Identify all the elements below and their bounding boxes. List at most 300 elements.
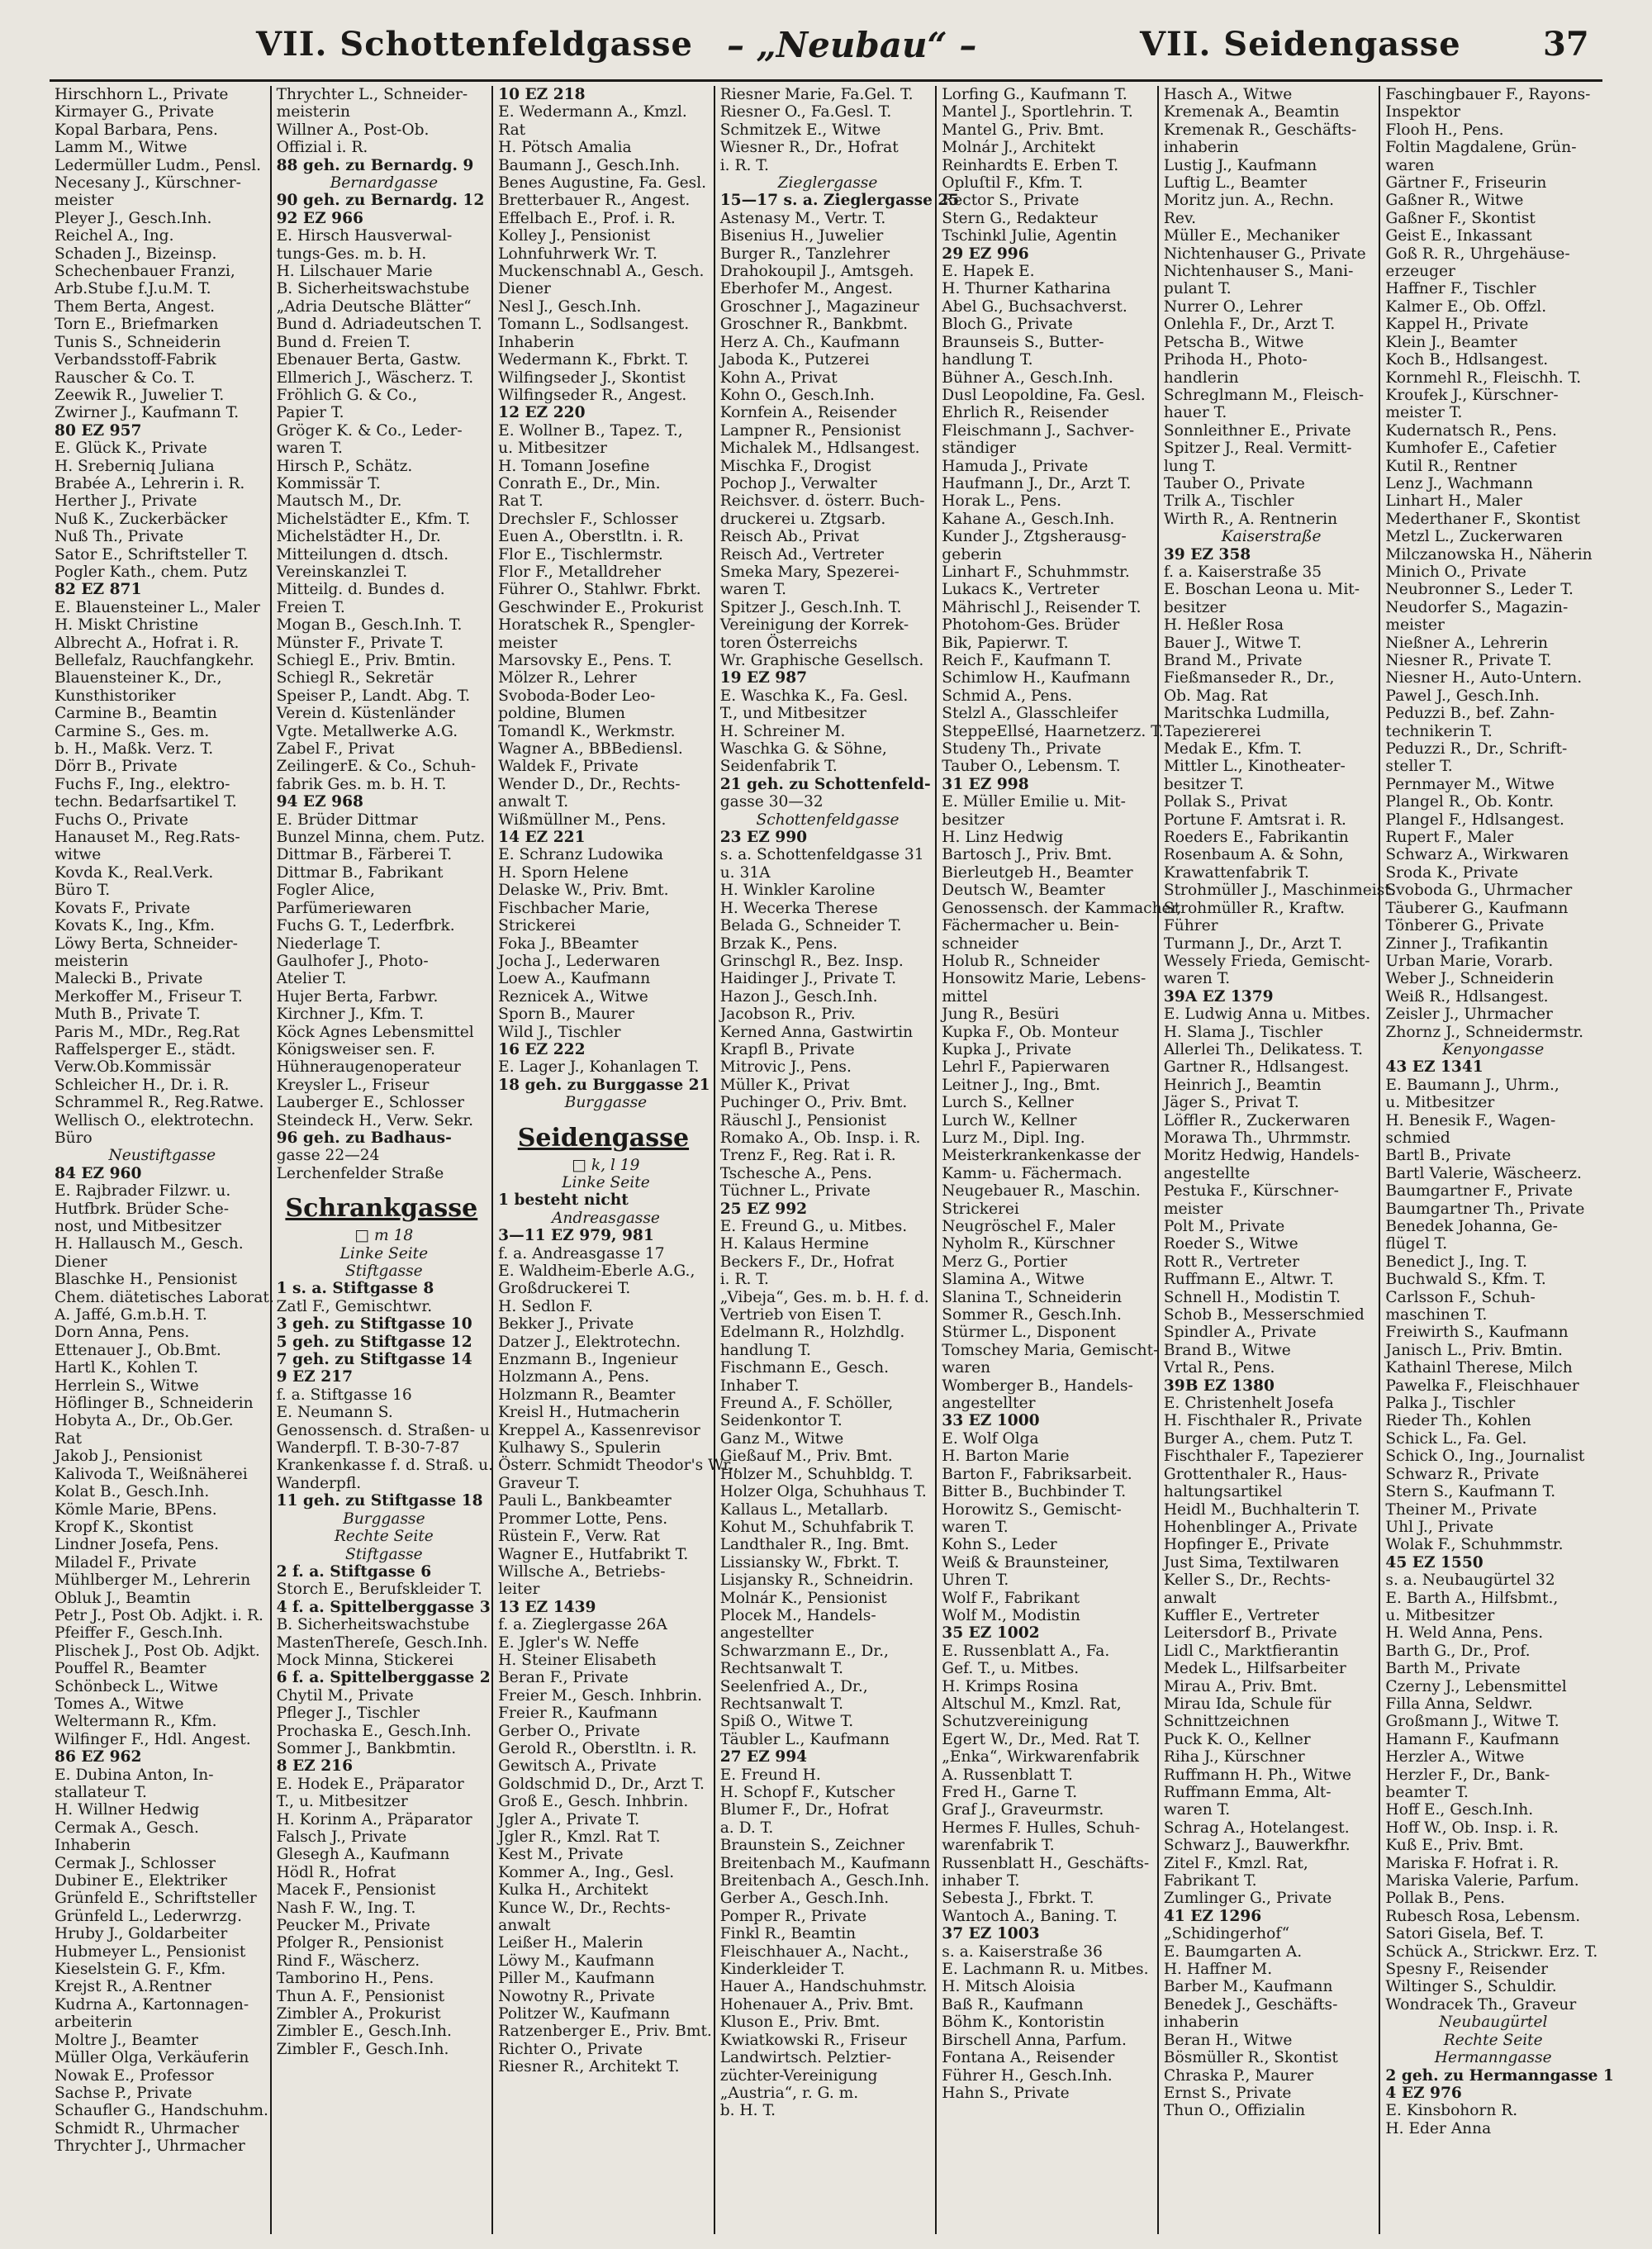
resident-entry: Kudernatsch R., Pens. (1385, 421, 1557, 440)
resident-entry: Tauber O., Lebensm. T. (942, 758, 1121, 776)
resident-entry: E. Freund H. (719, 1766, 821, 1784)
page-header (50, 18, 1619, 84)
resident-entry: Carmine S., Ges. m. (55, 722, 210, 740)
directory-column (1380, 86, 1614, 2234)
resident-entry: Müller K., Privat (719, 1076, 850, 1094)
resident-entry: Albrecht A., Hofrat i. R. (55, 634, 240, 652)
resident-entry: Schnell H., Modistin T. (1163, 1288, 1341, 1306)
resident-entry: Eberhofer M., Angest. (719, 280, 893, 298)
resident-entry: Tomann L., Sodlsangest. (498, 316, 690, 334)
resident-entry: Geschwinder E., Prokurist (498, 598, 704, 616)
resident-entry: Moritz jun. A., Rechn. (1163, 192, 1335, 210)
resident-entry: Barth G., Dr., Prof. (1385, 1642, 1531, 1660)
resident-entry: Gewitsch A., Private (498, 1757, 657, 1776)
resident-entry: Trenz F., Reg. Rat i. R. (719, 1147, 896, 1165)
resident-entry: Strickerei (498, 917, 576, 935)
resident-entry: Buchwald S., Kfm. T. (1385, 1271, 1546, 1289)
resident-entry: Krejst R., A.Rentner (55, 1978, 211, 1996)
resident-entry: Pomper R., Private (719, 1907, 867, 1925)
resident-entry: Jäger S., Privat T. (1163, 1094, 1299, 1112)
resident-entry: Genossensch. der Kammacher, (942, 899, 1182, 917)
resident-entry: Niesner R., Private T. (1385, 652, 1552, 669)
resident-entry: E. Hodek E., Präparator (276, 1775, 464, 1793)
resident-entry: Lampner R., Pensionist (719, 421, 901, 440)
resident-entry: arbeiterin (55, 2014, 133, 2032)
resident-entry: Rosenbaum A. & Sohn, (1163, 846, 1344, 864)
resident-entry: „Enka“, Wirkwarenfabrik (942, 1748, 1139, 1766)
resident-entry: Kohn O., Gesch.Inh. (719, 386, 875, 404)
resident-entry: Opluſtil F., Kfm. T. (942, 174, 1084, 193)
resident-entry: E. Baumann J., Uhrm., (1385, 1076, 1559, 1094)
resident-entry: Storch E., Berufskleider T. (276, 1581, 482, 1599)
resident-entry: Politzer W., Kaufmann (498, 2005, 671, 2023)
resident-entry: Lohnfuhrwerk Wr. T. (498, 245, 657, 263)
resident-entry: H. Pötsch Amalia (498, 139, 632, 157)
resident-entry: Pauli L., Bankbeamter (498, 1492, 672, 1510)
resident-entry: Roeder S., Witwe (1163, 1235, 1298, 1253)
directory-column (272, 86, 494, 2234)
resident-entry: Barth M., Private (1385, 1660, 1521, 1678)
resident-entry: Nyholm R., Kürschner (942, 1235, 1115, 1253)
resident-entry: Zumlinger G., Private (1163, 1890, 1332, 1908)
resident-entry: Kunsthistoriker (55, 687, 176, 705)
resident-entry: Weber J., Schneiderin (1385, 970, 1555, 988)
resident-entry: Tönberer G., Private (1385, 917, 1545, 935)
resident-entry: Merz G., Portier (942, 1253, 1067, 1271)
resident-entry: Zimbler A., Prokurist (276, 2005, 441, 2023)
resident-entry: Kulhawy S., Spulerin (498, 1439, 662, 1457)
house-number-entry: 86 EZ 962 (55, 1748, 142, 1766)
resident-entry: Brzak K., Pens. (719, 934, 838, 953)
resident-entry: Jung R., Besüri (942, 1006, 1060, 1024)
resident-entry: Michelstädter H., Dr. (276, 528, 441, 546)
resident-entry: Wilfinger F., Hdl. Angest. (55, 1730, 251, 1748)
resident-entry: Büro (55, 1129, 93, 1147)
resident-entry: Vgte. Metallwerke A.G. (276, 722, 458, 740)
resident-entry: meister T. (1385, 404, 1463, 422)
resident-entry: Breitenbach M., Kaufmann (719, 1854, 931, 1872)
resident-entry: schmied (1385, 1129, 1450, 1147)
resident-entry: Kreppel A., Kassenrevisor (498, 1421, 700, 1439)
street-heading: Schrankgasse (285, 1194, 478, 1224)
resident-entry: Kutil R., Rentner (1385, 457, 1517, 475)
resident-entry: Delaske W., Priv. Bmt. (498, 882, 669, 900)
resident-entry: Rector S., Private (942, 192, 1080, 210)
resident-entry: Meisterkrankenkasse der (942, 1147, 1141, 1165)
resident-entry: Hirschhorn L., Private (55, 86, 229, 103)
resident-entry: Jgler R., Kmzl. Rat T. (498, 1828, 661, 1846)
resident-entry: Österr. Schmidt Theodor's Wr., (498, 1457, 739, 1475)
resident-entry: Tschinkl Julie, Agentin (942, 227, 1118, 245)
resident-entry: Palka J., Tischler (1385, 1395, 1516, 1413)
resident-entry: Leißer H., Malerin (498, 1934, 643, 1952)
resident-entry: f. a. Zieglergasse 26A (498, 1616, 667, 1634)
resident-entry: Neugröschel F., Maler (942, 1218, 1116, 1235)
resident-entry: b. H. T. (719, 2102, 776, 2120)
house-number-entry: 39B EZ 1380 (1163, 1377, 1275, 1395)
resident-entry: Chytil M., Private (276, 1686, 414, 1705)
resident-entry: b. H., Maßk. Verz. T. (55, 740, 214, 758)
resident-entry: Münster F., Private T. (276, 634, 444, 652)
house-number-entry: 1 besteht nicht (498, 1191, 629, 1210)
resident-entry: Bellefalz, Rauchfangkehr. (55, 652, 254, 669)
resident-entry: Molnár K., Pensionist (719, 1589, 887, 1607)
resident-entry: Kahane A., Gesch.Inh. (942, 510, 1115, 528)
resident-entry: Moltre J., Beamter (55, 2031, 198, 2049)
resident-entry: E. Lager J., Kohanlagen T. (498, 1058, 700, 1077)
house-number-entry: 9 EZ 217 (276, 1368, 354, 1386)
house-number-entry: 88 geh. zu Bernardg. 9 (276, 156, 474, 174)
resident-entry: Holzmann R., Beamter (498, 1386, 676, 1404)
resident-entry: Kieselstein G. F., Kfm. (55, 1961, 226, 1979)
resident-entry: Rupert F., Maler (1385, 829, 1514, 847)
resident-entry: Atelier T. (276, 970, 347, 988)
street-reference: Rechte Seite (334, 1528, 434, 1546)
resident-entry: Honsowitz Marie, Lebens- (942, 970, 1146, 988)
resident-entry: Raffelsperger E., städt. (55, 1040, 236, 1058)
resident-entry: Glesegh A., Kaufmann (276, 1846, 450, 1864)
resident-entry: Photohom-Ges. Brüder (942, 616, 1120, 635)
resident-entry: Turmann J., Dr., Arzt T. (1163, 934, 1342, 953)
resident-entry: warenfabrik T. (942, 1837, 1055, 1855)
resident-entry: Fießmanseder R., Dr., (1163, 669, 1335, 687)
resident-entry: Benedek Johanna, Ge- (1385, 1218, 1558, 1235)
resident-entry: Kovats F., Private (55, 899, 191, 917)
resident-entry: Gaßner R., Witwe (1385, 192, 1524, 210)
resident-entry: Sommer J., Bankbmtin. (276, 1739, 457, 1757)
resident-entry: Dusl Leopoldine, Fa. Gesl. (942, 386, 1146, 404)
resident-entry: Thun O., Offizialin (1163, 2102, 1306, 2120)
resident-entry: Nurrer O., Lehrer (1163, 297, 1303, 316)
resident-entry: Faschingbauer F., Rayons- (1385, 86, 1591, 103)
resident-entry: Pfleger J., Tischler (276, 1705, 420, 1723)
resident-entry: Nuß Th., Private (55, 528, 184, 546)
resident-entry: Ruffmann E., Altwr. T. (1163, 1271, 1334, 1289)
resident-entry: pulant T. (1163, 280, 1232, 298)
resident-entry: handlerin (1163, 368, 1239, 387)
resident-entry: Slanina T., Schneiderin (942, 1288, 1123, 1306)
resident-entry: Nichtenhauser S., Mani- (1163, 263, 1354, 281)
resident-entry: Reichel A., Ing. (55, 227, 174, 245)
resident-entry: Wanderpfl. (276, 1474, 362, 1492)
street-reference: Stiftgasse (345, 1262, 423, 1280)
resident-entry: Groß E., Gesch. Inhbrin. (498, 1793, 689, 1811)
resident-entry: Lukacs K., Vertreter (942, 581, 1099, 599)
resident-entry: Speiser P., Landt. Abg. T. (276, 687, 471, 705)
resident-entry: Strickerei (942, 1200, 1019, 1218)
house-number-entry: 39A EZ 1379 (1163, 987, 1274, 1006)
resident-entry: Beran F., Private (498, 1669, 629, 1687)
resident-entry: Lurz M., Dipl. Ing. (942, 1129, 1085, 1147)
resident-entry: Prihoda H., Photo- (1163, 351, 1308, 369)
resident-entry: Lustig J., Kaufmann (1163, 156, 1317, 174)
resident-entry: Bunzel Minna, chem. Putz. (276, 829, 486, 847)
resident-entry: erzeuger (1385, 263, 1455, 281)
resident-entry: Rieder Th., Kohlen (1385, 1412, 1531, 1430)
house-number-entry: 14 EZ 221 (498, 829, 586, 847)
resident-entry: E. Lachmann R. u. Mitbes. (942, 1961, 1149, 1979)
resident-entry: H. Schopf F., Kutscher (719, 1784, 895, 1801)
resident-entry: Altschul M., Kmzl. Rat, (942, 1695, 1122, 1713)
resident-entry: B. Sicherheitswachstube (276, 1616, 470, 1634)
resident-entry: Kudrna A., Kartonnagen- (55, 1995, 249, 2014)
resident-entry: Blaschke H., Pensionist (55, 1271, 238, 1289)
resident-entry: Gerber A., Gesch.Inh. (719, 1890, 890, 1908)
resident-entry: Wilfingseder J., Skontist (498, 368, 686, 387)
resident-entry: Maritschka Ludmilla, (1163, 705, 1331, 723)
street-reference: Neustiftgasse (108, 1147, 216, 1165)
resident-entry: Dorn Anna, Pens. (55, 1324, 190, 1342)
resident-entry: Kreysler L., Friseur (276, 1076, 430, 1094)
resident-entry: Vereinskanzlei T. (276, 563, 408, 581)
resident-entry: Herzler F., Dr., Bank- (1385, 1766, 1550, 1784)
resident-entry: Mirau A., Priv. Bmt. (1163, 1677, 1317, 1695)
resident-entry: angestellte (1163, 1164, 1251, 1182)
resident-entry: Wild J., Tischler (498, 1023, 621, 1041)
resident-entry: Rüstein F., Verw. Rat (498, 1528, 660, 1546)
resident-entry: Pochop J., Verwalter (719, 474, 877, 492)
resident-entry: Pouffel R., Beamter (55, 1660, 206, 1678)
street-reference: Zieglergasse (777, 174, 878, 193)
resident-entry: Kupka J., Private (942, 1040, 1072, 1058)
resident-entry: Inhaber T. (719, 1377, 800, 1395)
resident-entry: Pfolger R., Pensionist (276, 1934, 444, 1952)
resident-entry: H. Wecerka Therese (719, 899, 878, 917)
resident-entry: Schiegl R., Sekretär (276, 669, 434, 687)
resident-entry: meister (1385, 616, 1445, 635)
resident-entry: waren (1385, 156, 1435, 174)
resident-entry: Lisjansky R., Schneidrin. (719, 1571, 914, 1590)
resident-entry: Fred H., Garne T. (942, 1784, 1078, 1801)
street-reference: Andreasgasse (551, 1209, 660, 1227)
resident-entry: Peucker M., Private (276, 1917, 430, 1935)
resident-entry: Riesner Marie, Fa.Gel. T. (719, 86, 914, 103)
resident-entry: Blumer F., Dr., Hofrat (719, 1801, 889, 1819)
resident-entry: Rubesch Rosa, Lebensm. (1385, 1907, 1581, 1925)
resident-entry: E. Ludwig Anna u. Mitbes. (1163, 1006, 1371, 1024)
resident-entry: Nuß K., Zuckerbäcker (55, 510, 228, 528)
resident-entry: Höflinger B., Schneiderin (55, 1395, 254, 1413)
resident-entry: Vereinigung der Korrek- (719, 616, 909, 635)
resident-entry: Kathainl Therese, Milch (1385, 1359, 1573, 1377)
resident-entry: Astenasy M., Vertr. T. (719, 209, 886, 227)
resident-entry: Hasch A., Witwe (1163, 86, 1293, 103)
resident-entry: H. Krimps Rosina (942, 1677, 1079, 1695)
resident-entry: Russenblatt H., Geschäfts- (942, 1854, 1150, 1872)
resident-entry: Mariska F. Hofrat i. R. (1385, 1854, 1559, 1872)
resident-entry: Pollak B., Pens. (1385, 1890, 1506, 1908)
resident-entry: Fuchs O., Private (55, 811, 189, 829)
resident-entry: Hirsch P., Schätz. (276, 457, 413, 475)
house-number-entry: 5 geh. zu Stiftgasse 12 (276, 1333, 472, 1351)
resident-entry: Studeny Th., Private (942, 740, 1102, 758)
resident-entry: Verbandsstoff-Fabrik (55, 351, 216, 369)
resident-entry: Egert W., Dr., Med. Rat T. (942, 1730, 1141, 1748)
resident-entry: Gef. T., u. Mitbes. (942, 1660, 1080, 1678)
resident-entry: Wr. Graphische Gesellsch. (719, 652, 924, 669)
resident-entry: H. Barton Marie (942, 1448, 1070, 1466)
resident-entry: Rat (55, 1429, 82, 1448)
resident-entry: Petr J., Post Ob. Adjkt. i. R. (55, 1606, 263, 1624)
resident-entry: Kest M., Private (498, 1846, 624, 1864)
resident-entry: „Vibeja“, Ges. m. b. H. f. d. (719, 1288, 929, 1306)
resident-entry: Bartosch J., Priv. Bmt. (942, 846, 1113, 864)
resident-entry: Gärtner F., Friseurin (1385, 174, 1547, 193)
resident-entry: Fröhlich G. & Co., (276, 386, 418, 404)
resident-entry: anwalt (1163, 1589, 1217, 1607)
resident-entry: i. R. T. (719, 1271, 769, 1289)
resident-entry: gasse 22—24 (276, 1147, 380, 1165)
resident-entry: E. Waschka K., Fa. Gesl. (719, 687, 909, 705)
resident-entry: Wellisch O., elektrotechn. (55, 1111, 254, 1129)
resident-entry: Wolf F., Fabrikant (942, 1589, 1080, 1607)
resident-entry: Wantoch A., Baning. T. (942, 1907, 1118, 1925)
resident-entry: Medak E., Kfm. T. (1163, 740, 1303, 758)
resident-entry: Horatschek R., Spengler- (498, 616, 695, 635)
resident-entry: Stürmer L., Disponent (942, 1324, 1116, 1342)
resident-entry: H. Steiner Elisabeth (498, 1651, 657, 1669)
resident-entry: Heidl M., Buchhalterin T. (1163, 1500, 1360, 1519)
resident-entry: Kolat B., Gesch.Inh. (55, 1483, 210, 1501)
house-number-entry: 84 EZ 960 (55, 1164, 142, 1182)
resident-entry: Gröger K. & Co., Leder- (276, 421, 463, 440)
resident-entry: Peduzzi B., bef. Zahn- (1385, 705, 1555, 723)
resident-entry: Muth B., Private T. (55, 1006, 201, 1024)
resident-entry: waren T. (719, 581, 787, 599)
resident-entry: Chem. diätetisches Laborat. (55, 1288, 274, 1306)
resident-entry: H. Winkler Karoline (719, 882, 876, 900)
resident-entry: Luftig L., Beamter (1163, 174, 1308, 193)
resident-entry: Fogler Alice, (276, 882, 375, 900)
resident-entry: Rind F., Wäscherz. (276, 1952, 420, 1970)
resident-entry: H. Linz Hedwig (942, 829, 1064, 847)
resident-entry: Strohmüller J., Maschinmeist. (1163, 882, 1396, 900)
resident-entry: techn. Bedarfsartikel T. (55, 793, 237, 811)
resident-entry: Zinner J., Trafikantin (1385, 934, 1549, 953)
resident-entry: E. Blauensteiner L., Maler (55, 598, 260, 616)
resident-entry: meister (1163, 1200, 1223, 1218)
house-number-entry: 31 EZ 998 (942, 775, 1029, 793)
resident-entry: Groschner R., Bankbmt. (719, 316, 908, 334)
resident-entry: Kremenak R., Geschäfts- (1163, 121, 1357, 139)
resident-entry: MastenThereſe, Gesch.Inh. (276, 1633, 488, 1652)
resident-entry: Lauberger E., Schlosser (276, 1094, 465, 1112)
resident-entry: Wanderpfl. T. B-30-7-87 (276, 1439, 460, 1457)
resident-entry: Tauber O., Private (1163, 474, 1305, 492)
resident-entry: Schob B., Messerschmied (1163, 1306, 1365, 1324)
resident-entry: E. Glück K., Private (55, 440, 207, 458)
resident-entry: Minich O., Private (1385, 563, 1526, 581)
resident-entry: H. Sporn Helene (498, 863, 629, 882)
resident-entry: Lorfing G., Kaufmann T. (942, 86, 1127, 103)
resident-entry: Fabrikant T. (1163, 1872, 1257, 1890)
resident-entry: Thun A. F., Pensionist (276, 1987, 445, 2005)
resident-entry: Benes Augustine, Fa. Gesl. (498, 174, 707, 193)
house-number-entry: 12 EZ 220 (498, 404, 586, 422)
resident-entry: Sporn B., Maurer (498, 1006, 635, 1024)
street-reference: Hermanngasse (1434, 2049, 1552, 2067)
resident-entry: Conrath E., Dr., Min. (498, 474, 661, 492)
resident-entry: Nowotny R., Private (498, 1987, 655, 2005)
header-district: – „Neubau“ – (727, 25, 977, 65)
house-number-entry: 96 geh. zu Badhaus- (276, 1129, 452, 1147)
resident-entry: Lenz J., Wachmann (1385, 474, 1533, 492)
resident-entry: Schwarz A., Wirkwaren (1385, 846, 1569, 864)
resident-entry: Schechenbauer Franzi, (55, 263, 235, 281)
resident-entry: u. Mitbesitzer (498, 440, 607, 458)
resident-entry: Bühner A., Gesch.Inh. (942, 368, 1113, 387)
resident-entry: Onlehla F., Dr., Arzt T. (1163, 316, 1336, 334)
directory-columns (50, 86, 1614, 2234)
resident-entry: Herzler A., Witwe (1385, 1748, 1525, 1766)
resident-entry: Zabel F., Privat (276, 740, 395, 758)
resident-entry: Hubmeyer L., Pensionist (55, 1942, 246, 1961)
resident-entry: Herz A. Ch., Kaufmann (719, 333, 900, 351)
resident-entry: Müller Olga, Verkäuferin (55, 2049, 249, 2067)
resident-entry: Wessely Frieda, Gemischt- (1163, 952, 1370, 970)
resident-entry: Plischek J., Post Ob. Adjkt. (55, 1642, 260, 1660)
resident-entry: Baumgartner F., Private (1385, 1182, 1574, 1201)
resident-entry: Kerned Anna, Gastwirtin (719, 1023, 914, 1041)
resident-entry: Niederlage T. (276, 934, 382, 953)
resident-entry: Pfeiffer F., Gesch.Inh. (55, 1624, 223, 1643)
resident-entry: Prommer Lotte, Pens. (498, 1510, 668, 1528)
resident-entry: H. Willner Hedwig (55, 1801, 200, 1819)
house-number-entry: 23 EZ 990 (719, 829, 808, 847)
resident-entry: s. a. Neubaugürtel 32 (1385, 1571, 1555, 1590)
resident-entry: i. R. T. (719, 156, 769, 174)
resident-entry: E. Neumann S. (276, 1404, 393, 1422)
resident-entry: Landwirtsch. Pelztier- (719, 2049, 892, 2067)
house-number-entry: 10 EZ 218 (498, 86, 586, 103)
resident-entry: Birschell Anna, Parfum. (942, 2031, 1127, 2049)
resident-entry: Flor E., Tischlermstr. (498, 545, 663, 563)
resident-entry: Bund d. Adriadeutschen T. (276, 316, 482, 334)
resident-entry: Mährischl J., Reisender T. (942, 598, 1142, 616)
resident-entry: Medek L., Hilfsarbeiter (1163, 1660, 1346, 1678)
resident-entry: Parfümeriewaren (276, 899, 412, 917)
resident-entry: Lurch S., Kellner (942, 1094, 1074, 1112)
street-reference: □ k, l 19 (572, 1156, 640, 1174)
resident-entry: Schwarz R., Private (1385, 1465, 1540, 1483)
resident-entry: Kulka H., Architekt (498, 1881, 648, 1900)
resident-entry: Marsovsky E., Pens. T. (498, 652, 672, 669)
resident-entry: u. 31A (719, 863, 771, 882)
resident-entry: Spindler A., Private (1163, 1324, 1317, 1342)
resident-entry: Michelstädter E., Kfm. T. (276, 510, 471, 528)
resident-entry: E. Freund G., u. Mitbes. (719, 1218, 908, 1235)
resident-entry: Nash F. W., Ing. T. (276, 1899, 416, 1917)
resident-entry: Fleischmann J., Sachver- (942, 421, 1135, 440)
resident-entry: Ehrlich R., Reisender (942, 404, 1108, 422)
resident-entry: Graf J., Graveurmstr. (942, 1801, 1104, 1819)
resident-entry: Ernst S., Private (1163, 2084, 1292, 2102)
resident-entry: Fleischhauer A., Nacht., (719, 1942, 909, 1961)
resident-entry: Reisch Ad., Vertreter (719, 545, 884, 563)
resident-entry: inhaberin (1163, 139, 1239, 157)
resident-entry: Seelenfried A., Dr., (719, 1677, 868, 1695)
resident-entry: Goldschmid D., Dr., Arzt T. (498, 1775, 705, 1793)
resident-entry: Kropf K., Skontist (55, 1518, 193, 1536)
resident-entry: Kupka F., Ob. Monteur (942, 1023, 1119, 1041)
resident-entry: meister (498, 634, 558, 652)
resident-entry: waren T. (1163, 970, 1231, 988)
resident-entry: u. Mitbesitzer (1385, 1094, 1495, 1112)
resident-entry: Hoff W., Ob. Insp. i. R. (1385, 1819, 1559, 1837)
resident-entry: Pawel J., Gesch.Inh. (1385, 687, 1540, 705)
resident-entry: Bund d. Freien T. (276, 333, 411, 351)
resident-entry: geberin (942, 545, 1002, 563)
